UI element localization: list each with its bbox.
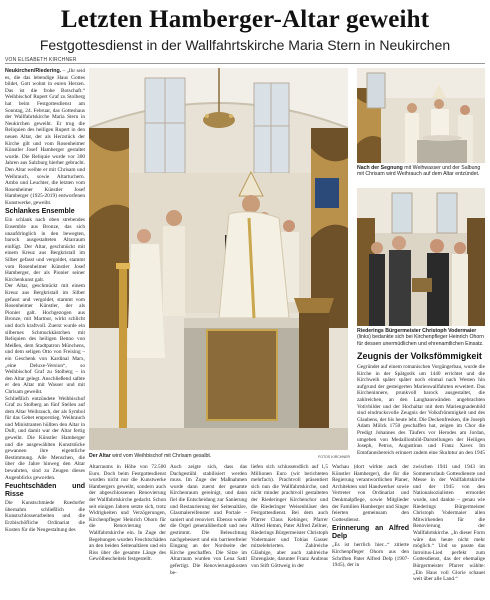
paragraph-weihrauch: Schließlich entzündete Weihbischof Graf zu Stolberg an fünf Stellen auf dem Altar Weihrauch, der als Symbol für das Gebet emporstieg. Weihrauch und Ministranten hüllten den Altar in Duft, und damit war der Altar fertig geweiht. Die Künstler Hamberger und die ausgewählten Kunststücke gewannen ihre eigentliche Bestimmung. Alle Menschen, die über die Jahre hinweg den Altar bewahrten, sind zu Zeugen dieses Augenblicks geworden.: [5, 395, 85, 481]
photo-incense-blessing: [357, 68, 485, 163]
paragraph-altar: Der Altar, geschmückt mit einem Kreuz aus Bergkristall im Silber gefasst und vergoldet, stammt vom Rosenheimer Künstler, der als Pionier galt. Hochgezogen aus Bronze, mit Marmor, wirkt schlicht und doch kraftvoll. Zuerst wurde ein silbernes Schmuckkästchen mit Reliquien des heiligen Benno von Meißen, dem Stadtpatron Münchens, und dem seligen Otto von Freising – ein Geschenk von Kardinal Marx, „eine Deluxe-Version“, so Weihbischof Graf zu Stolberg – in den Altar gelegt. Anschließend salbte er den Altar mit Wasser und mit Chrisam geweiht.: [5, 283, 85, 395]
photo-mayor-thanks: [357, 188, 485, 326]
incense-caption-lead: Nach der Segnung: [357, 165, 403, 171]
lead-text: – „Ihr seid es, die das lebendige Haus Gottes bildet, Gott wohnt in euren Herzen. Das ist die frohe Botschaft.“ Weihbischof Rupert Graf zu Stolberg hat beim Festgottesdienst am Sonntag, 24. Februar, das Gotteshaus der Wallfahrtskirche Maria Stern in Neukirchen geweiht. Er trug die Reliquien des heiligen Rupert in den neuen Altar, der als Herzstück der Kirche gilt und vom Rosenheimer Künstler Josef Hamberger gestaltet wurde. Die Reliquie wurde vor 300 Jahren aus Salzburg hierher gebracht. Den Altar weihte er mit Chrisam und Weihrauch, sowie Altartuchern. Ambo und Leuchter, die letzten vom Rosenheimer Künstler Josef Hamberger (1925-2019) entworfenen Kunstwerke, geweiht.: [5, 68, 85, 206]
box-title: Zeugnis der Volksfömmigkeit: [357, 351, 482, 361]
lead-location: Neukirchen/Riedering.: [5, 68, 62, 74]
header-rule: [5, 63, 485, 64]
incense-photo-caption: [357, 165, 485, 178]
byline: VON ELISABETH KIRCHNER: [5, 57, 77, 63]
main-caption-text: wird vom Weihbischof mit Chrisam gesalbt.: [110, 453, 212, 459]
mayor-photo-caption: [357, 328, 485, 347]
mayor-caption-text: (links) bedankte sich bei Kirchenpfleger Heinrich Ohorn für dessen unermüdlichen und ehrenamtlichen Einsatz.: [357, 334, 484, 347]
bottom-column-5: zwischen 1941 und 1943 im Sommerurlaub Gottesdienste und Messe in der Wallfahrtskirche und der 1945 von den Nationalsozialisten ermordet wurde, und dankte – genau wie Riederings Bürgermeister Christoph Vodermaier allen Mitwirkenden für die Renovierung der Wallfahrtskirche. „In dieser Form wäre das heute nicht mehr möglich.“ Und so passte das Introitus-Lied perfekt zum Gottesdienst, das der ehemalige Bürgermeister Pfarrer wählte: „Ein Haus voll Glorie schauet weit über alle Land.“: [413, 464, 485, 583]
bottom-column-1: Altarraums in Höhe von 72.500 Euro. Doch beim Festgottesdienst wurden nicht nur die Kunstwerke Hambergers geweiht, sondern auch der abgeschlossenen Renovierung der Wallfahrtskirche gedacht. Schon seit einigen Jahren setzte sich, trotz Widrigkeiten und Verzögerungen, Kirchenpfleger Heinrich Ohorn für die Renovierung der Wallfahrtskirche ein. In Zuge der Begehungen wurden Feuchtschäden an den beiden Seitenaltären und ein Riss über die gesamte Länge des Gewölbescheitels festgestellt.: [89, 464, 166, 563]
subheading-delp: Erinnerung an Alfred Delp: [332, 525, 409, 541]
mayor-caption-lead: Riederings Bürgermeister Christoph Vodermaier: [357, 328, 477, 334]
subheadline: Festgottesdienst in der Wallfahrtskirche Maria Stern in Neukirchen: [39, 37, 451, 53]
paragraph-delp: „Es ist herrlich hier...“ zitierte Kirchenpfleger Ohorn aus den Schriften Pater Alfred Delp (1907-1945), der in: [332, 542, 409, 569]
main-caption-lead: Der Altar: [89, 453, 111, 459]
main-photo-altar-anointing: [89, 68, 348, 450]
headline: Letzten Hamberger-Altar geweiht: [60, 6, 430, 33]
paragraph-wachau: Wachau (dort wirkte auch der Künstler Hamberger), die für die Regierung verantwortlichen Planer, Architekten und Handwerker sowie Vertreter von Ordinariat und Denkmalpflege, sowie Mitglieder der Familien Hamberger und Singer feierten gemeinsam den Gottesdienst.: [332, 464, 409, 523]
bottom-column-3: liefen sich schlussendlich auf 1,5 Millionen Euro (wir berichteten mehrfach). Prachtvoll präsentiert sich nun die Wallfahrtskirche, und nicht minder prachtvoll gestalteten der Riederinger Kirchenchor und die Riederinger Weisenbläser den Festgottesdienst. Bei dem auch Pfarrer Claus Kebinger, Pfarrer Alfred Hemm, Pater Alfred Zellner, Riederings Bürgermeister Christoph Vodermaier und Tobias Gasser mitzelebrierten. Zahlreiche Gläubige, aber auch zahlreiche Ehrengäste, darunter Franz Andreas von Stift Göttweig in der: [251, 464, 328, 569]
photo-credit: FOTOS KIRCHNER: [318, 455, 351, 459]
subheading-feuchtschaeden: Feuchtschäden und Risse: [5, 483, 85, 499]
paragraph-ensemble: Ein schlank nach oben strebendes Ensemble aus Bronze, das sich unaufdringlich in den bewegten, barock ausgestalteten Altarraum einfügt. Der Altar, geschmückt mit einem Kreuz aus Bergkristall im Silber gefasst und vergoldet, stammt vom Rosenheimer Künstler Josef Hamberger, der als Pionier seiner Kirchenkunst galt.: [5, 217, 85, 283]
incense-caption-text: mit Weihwasser und der Salbung mit Chrisam wird Weihrauch auf dem Altar entzündet.: [357, 165, 481, 178]
bottom-column-2: Auch zeigte sich, dass das Dachgestühl stabilisiert werden muss. Im Zuge der Maßnahmen wurde dann zuerst der gesamte Kirchenraum gereinigt, und dann fiel die Entscheidung zur Sanierung und Restaurierung der Seitenaltäre, Glasmalereifenster und Portale – saniert und renoviert. Ebenso wurde die Orgel generalüberholt und neu gestimmt. Die Beleuchtung nachgebessert und ein barrierefreier Eingang an der Nordseite der Kirche geschaffen. Die Sitze im Altarraum wurden von Lena Sattl gefertigt. Die Renovierungskosten be-: [170, 464, 247, 576]
left-column: [5, 68, 85, 598]
subheading-schlankes: Schlankes Ensemble: [5, 208, 75, 216]
bottom-column-4: [332, 464, 409, 598]
paragraph-kunstschmiede: Die Kunstschmiede Ruedorfer übernahm schließlich die Kunstschlosserarbeiten und die Erzbischöfliche Ordinariat die Kosten für die Neugestaltung des: [5, 500, 85, 533]
box-text: Gegründet auf einem romanischen Vorgängerbau, wurde die Kirche in der Spätgotik um 1440 errichtet und die Kirchweih später später noch einmal nach Westen hin aufgrund der gesteigerten Marienwallfahrten erweitert. Das Kircheninnere, prunkvoll barock ausgestaltet, die zahlreichen, an den Langhauswänden angebrachten Votivbilder und der Hochaltar mit dem Mariengnadenbild sind eindrucksvolle Zeugnis der Volksfrömmigkeit und des Glaubens, der bis heute lebt. Die Deckenfresken, die Joseph Adam Mölck 1750 geschaffen hat, zeigen im Chor die Predigt Johannes des Täufers vor Herodes am Jordan, umgeben von Medaillonbild-Darstellungen der Heiligen Joseph, Petrus, Augustinus und Franz Xaver. Im Empfangsbereich erinnert zudem eine Skulptur an den 1945: [357, 364, 485, 454]
main-photo-caption: [89, 453, 289, 459]
